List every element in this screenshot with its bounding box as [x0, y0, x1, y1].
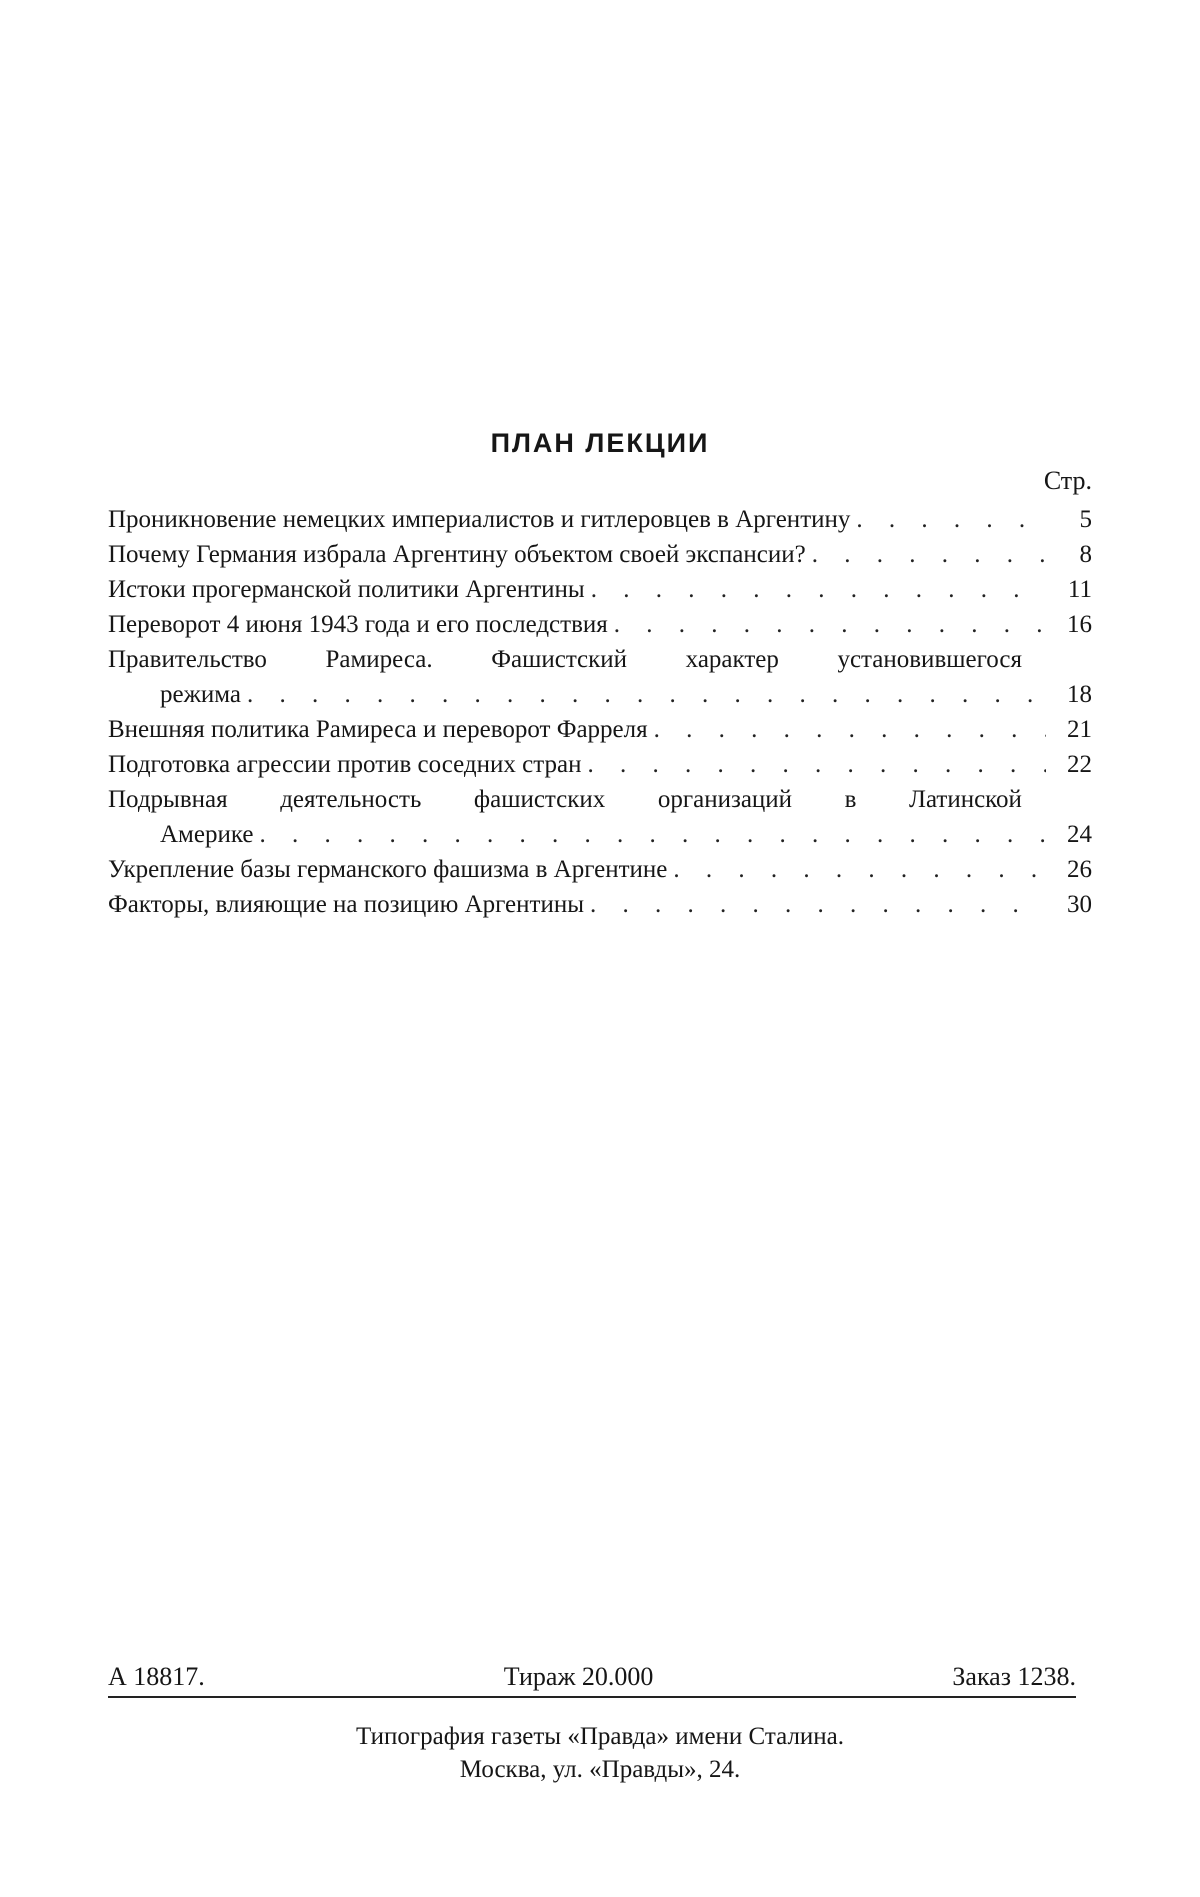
- toc-entry-title: Факторы, влияющие на позицию Аргентины: [108, 891, 585, 918]
- imprint-line: Москва, ул. «Правды», 24.: [459, 1756, 741, 1783]
- title-word: установившегося: [837, 646, 1022, 673]
- dot-leader: [584, 887, 1046, 922]
- dot-leader: [581, 747, 1046, 782]
- toc-entry-title: Переворот 4 июня 1943 года и его последствия: [108, 611, 608, 638]
- imprint-line: Типография газеты «Правда» имени Сталина.: [355, 1723, 845, 1750]
- toc-entry-page: 11: [1067, 576, 1092, 603]
- toc-entry-page: 21: [1067, 716, 1092, 743]
- toc-entry: [108, 642, 1092, 712]
- toc-entry-title: Истоки прогерманской политики Аргентины: [108, 576, 585, 603]
- title-word: фашистских: [473, 786, 606, 813]
- printer-imprint: [0, 1720, 1200, 1786]
- dot-leader: [806, 537, 1046, 572]
- toc-entry-title: Внешняя политика Рамиреса и переворот Фарреля: [108, 716, 648, 743]
- title-word: Правительство: [108, 646, 267, 673]
- title-word: Латинской: [909, 786, 1022, 813]
- toc-entry-page: 8: [1079, 541, 1092, 568]
- title-word: характер: [685, 646, 779, 673]
- toc-entry-title-continuation: Америке: [160, 821, 254, 848]
- toc-entry-title: Укрепление базы германского фашизма в Аргентине: [108, 856, 668, 883]
- dot-leader: [608, 607, 1046, 642]
- print-run: Тираж 20.000: [503, 1662, 654, 1691]
- toc-entry: [108, 782, 1092, 852]
- order-number: Заказ 1238.: [952, 1662, 1076, 1691]
- toc-entry-page: 18: [1067, 681, 1092, 708]
- toc-entry-page: 5: [1079, 506, 1092, 533]
- dot-leader: [648, 712, 1046, 747]
- toc-entry: [108, 502, 1092, 537]
- dot-leader: [585, 572, 1046, 607]
- toc-entry: [108, 852, 1092, 887]
- dot-leader: [241, 677, 1046, 712]
- publication-footer: [108, 1662, 1076, 1698]
- page-column-header: Стр.: [1043, 466, 1092, 495]
- toc-entry-title-first-line: [108, 782, 1092, 817]
- toc-entry: [108, 712, 1092, 747]
- toc-entry-page: 22: [1067, 751, 1092, 778]
- toc-entry-page: 30: [1067, 891, 1092, 918]
- toc-entry: [108, 607, 1092, 642]
- dot-leader: [667, 852, 1046, 887]
- toc-entry-title: Проникновение немецких империалистов и гитлеровцев в Аргентину: [108, 506, 851, 533]
- title-word: Фашистский: [491, 646, 628, 673]
- toc-entry: [108, 572, 1092, 607]
- title-word: организаций: [657, 786, 793, 813]
- publication-code: А 18817.: [108, 1662, 205, 1691]
- toc-entry-title-continuation: режима: [160, 681, 241, 708]
- table-of-contents: [108, 502, 1092, 922]
- toc-entry: [108, 887, 1092, 922]
- toc-entry-page: 26: [1067, 856, 1092, 883]
- title-word: в: [844, 786, 857, 813]
- dot-leader: [850, 502, 1046, 537]
- page-title: ПЛАН ЛЕКЦИИ: [490, 428, 710, 458]
- toc-entry-page: 16: [1067, 611, 1092, 638]
- toc-entry-title: Подготовка агрессии против соседних стран: [108, 751, 582, 778]
- title-word: Подрывная: [108, 786, 228, 813]
- title-word: Рамиреса.: [325, 646, 433, 673]
- toc-entry-title: Почему Германия избрала Аргентину объектом своей экспансии?: [108, 541, 806, 568]
- toc-entry-title-first-line: [108, 642, 1092, 677]
- toc-entry: [108, 537, 1092, 572]
- dot-leader: [253, 817, 1046, 852]
- toc-entry-page: 24: [1067, 821, 1092, 848]
- title-word: деятельность: [280, 786, 422, 813]
- toc-entry: [108, 747, 1092, 782]
